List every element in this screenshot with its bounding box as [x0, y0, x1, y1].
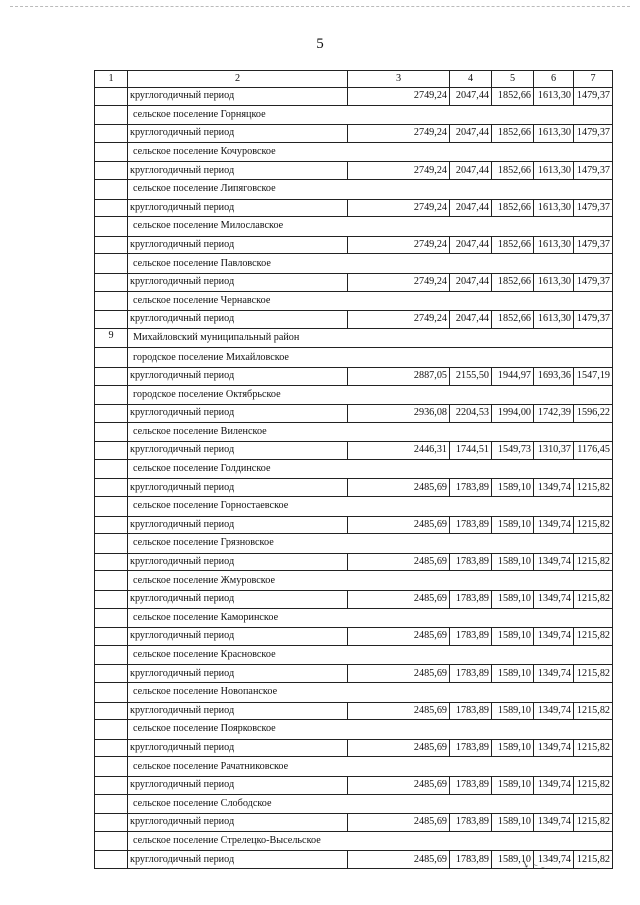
tariff-value-cell: 1852,66	[492, 199, 534, 217]
table-row-period	[95, 199, 613, 217]
index-cell	[95, 776, 128, 794]
table-row-period	[95, 516, 613, 534]
tariff-value-cell: 1349,74	[534, 553, 574, 571]
district-name: Михайловский муниципальный район	[128, 328, 613, 348]
tariff-value-cell: 2446,31	[348, 442, 450, 460]
tariff-value-cell: 1783,89	[450, 776, 492, 794]
tariff-value-cell: 1783,89	[450, 553, 492, 571]
period-label: круглогодичный период	[128, 516, 348, 534]
tariff-value-cell: 1596,22	[574, 405, 613, 423]
table-row-period	[95, 367, 613, 385]
index-cell	[95, 628, 128, 646]
tariff-value-cell: 1783,89	[450, 851, 492, 869]
tariff-value-cell: 1479,37	[574, 236, 613, 254]
tariff-value-cell: 1349,74	[534, 628, 574, 646]
column-header: 1	[95, 71, 128, 88]
tariff-value-cell: 2749,24	[348, 162, 450, 180]
tariff-value-cell: 1176,45	[574, 442, 613, 460]
tariff-value-cell: 1215,82	[574, 479, 613, 497]
tariff-value-cell: 2485,69	[348, 739, 450, 757]
period-label: круглогодичный период	[128, 162, 348, 180]
index-cell	[95, 608, 128, 628]
tariff-value-cell: 1349,74	[534, 702, 574, 720]
index-cell	[95, 553, 128, 571]
tariff-value-cell: 1479,37	[574, 162, 613, 180]
table-row-period	[95, 405, 613, 423]
tariff-value-cell: 1589,10	[492, 702, 534, 720]
table-header-row	[95, 71, 613, 88]
tariff-value-cell: 2887,05	[348, 367, 450, 385]
index-cell	[95, 702, 128, 720]
tariff-value-cell: 1215,82	[574, 851, 613, 869]
table-row-settlement	[95, 831, 613, 851]
index-cell	[95, 814, 128, 832]
index-cell	[95, 591, 128, 609]
tariff-value-cell: 1613,30	[534, 199, 574, 217]
settlement-name: сельское поселение Виленское	[128, 422, 613, 442]
index-cell	[95, 683, 128, 703]
column-header: 4	[450, 71, 492, 88]
index-cell	[95, 516, 128, 534]
tariff-value-cell: 1742,39	[534, 405, 574, 423]
tariff-value-cell: 1783,89	[450, 739, 492, 757]
tariff-value-cell: 1479,37	[574, 88, 613, 106]
table-body	[95, 71, 613, 869]
index-cell	[95, 479, 128, 497]
index-cell	[95, 273, 128, 291]
settlement-name: сельское поселение Кочуровское	[128, 142, 613, 162]
tariff-value-cell: 1852,66	[492, 311, 534, 329]
index-cell	[95, 199, 128, 217]
tariff-value-cell: 1310,37	[534, 442, 574, 460]
table-row-period	[95, 311, 613, 329]
settlement-name: сельское поселение Липяговское	[128, 179, 613, 199]
tariff-value-cell: 1589,10	[492, 776, 534, 794]
tariff-value-cell: 2485,69	[348, 702, 450, 720]
tariff-value-cell: 1783,89	[450, 814, 492, 832]
column-header: 6	[534, 71, 574, 88]
tariff-value-cell: 1349,74	[534, 851, 574, 869]
tariff-value-cell: 1783,89	[450, 702, 492, 720]
index-cell	[95, 739, 128, 757]
index-cell	[95, 534, 128, 554]
tariff-value-cell: 2047,44	[450, 199, 492, 217]
tariff-value-cell: 1547,19	[574, 367, 613, 385]
tariff-value-cell: 2485,69	[348, 479, 450, 497]
index-cell	[95, 665, 128, 683]
table-row-settlement	[95, 291, 613, 311]
tariff-value-cell: 2749,24	[348, 236, 450, 254]
table-row-settlement	[95, 608, 613, 628]
period-label: круглогодичный период	[128, 665, 348, 683]
index-cell	[95, 217, 128, 237]
table-row-settlement	[95, 720, 613, 740]
period-label: круглогодичный период	[128, 702, 348, 720]
tariff-value-cell: 2485,69	[348, 665, 450, 683]
tariff-value-cell: 1783,89	[450, 479, 492, 497]
tariff-value-cell: 1479,37	[574, 273, 613, 291]
tariff-value-cell: 1589,10	[492, 628, 534, 646]
settlement-name: сельское поселение Чернавское	[128, 291, 613, 311]
tariff-value-cell: 1349,74	[534, 665, 574, 683]
tariff-value-cell: 1589,10	[492, 851, 534, 869]
tariff-value-cell: 2047,44	[450, 162, 492, 180]
tariff-value-cell: 1215,82	[574, 702, 613, 720]
tariff-value-cell: 1215,82	[574, 776, 613, 794]
tariff-value-cell: 1852,66	[492, 273, 534, 291]
table-row-settlement	[95, 254, 613, 274]
tariff-value-cell: 2204,53	[450, 405, 492, 423]
table-row-period	[95, 553, 613, 571]
tariff-value-cell: 1744,51	[450, 442, 492, 460]
tariff-value-cell: 1349,74	[534, 591, 574, 609]
table-row-settlement	[95, 179, 613, 199]
index-cell	[95, 571, 128, 591]
table-row-period	[95, 162, 613, 180]
index-cell	[95, 236, 128, 254]
table-row-period	[95, 442, 613, 460]
tariff-value-cell: 1215,82	[574, 628, 613, 646]
index-cell	[95, 162, 128, 180]
tariff-value-cell: 2749,24	[348, 311, 450, 329]
page-number: 5	[316, 36, 324, 52]
tariff-value-cell: 1852,66	[492, 88, 534, 106]
table-row-settlement	[95, 348, 613, 368]
index-cell	[95, 88, 128, 106]
table-row-period	[95, 88, 613, 106]
column-header: 3	[348, 71, 450, 88]
tariff-value-cell: 1613,30	[534, 125, 574, 143]
tariff-value-cell: 2155,50	[450, 367, 492, 385]
table-row-settlement	[95, 683, 613, 703]
tariff-value-cell: 1589,10	[492, 479, 534, 497]
tariff-value-cell: 2047,44	[450, 125, 492, 143]
settlement-name: сельское поселение Грязновское	[128, 534, 613, 554]
period-label: круглогодичный период	[128, 479, 348, 497]
index-cell	[95, 254, 128, 274]
table-row-settlement	[95, 142, 613, 162]
tariff-value-cell: 2047,44	[450, 236, 492, 254]
table-row-period	[95, 125, 613, 143]
tariff-value-cell: 1549,73	[492, 442, 534, 460]
index-cell	[95, 851, 128, 869]
period-label: круглогодичный период	[128, 739, 348, 757]
tariff-value-cell: 1215,82	[574, 665, 613, 683]
settlement-name: сельское поселение Слободское	[128, 794, 613, 814]
tariff-value-cell: 1479,37	[574, 125, 613, 143]
period-label: круглогодичный период	[128, 125, 348, 143]
period-label: круглогодичный период	[128, 88, 348, 106]
index-cell	[95, 497, 128, 517]
table-row-settlement	[95, 497, 613, 517]
column-header: 5	[492, 71, 534, 88]
index-cell	[95, 405, 128, 423]
column-header: 2	[128, 71, 348, 88]
settlement-name: сельское поселение Рачатниковское	[128, 757, 613, 777]
handwritten-mark: ↘ ⁻ ⁻	[518, 857, 548, 877]
index-cell	[95, 367, 128, 385]
tariff-value-cell: 1215,82	[574, 591, 613, 609]
table-row-period	[95, 776, 613, 794]
index-cell	[95, 125, 128, 143]
table-row-settlement	[95, 571, 613, 591]
table-row-district	[95, 328, 613, 348]
index-cell: 9	[95, 328, 128, 348]
index-cell	[95, 831, 128, 851]
tariff-value-cell: 1589,10	[492, 553, 534, 571]
tariff-value-cell: 2749,24	[348, 199, 450, 217]
settlement-name: сельское поселение Поярковское	[128, 720, 613, 740]
tariff-value-cell: 1783,89	[450, 628, 492, 646]
tariff-value-cell: 1783,89	[450, 591, 492, 609]
period-label: круглогодичный период	[128, 273, 348, 291]
table-row-settlement	[95, 385, 613, 405]
period-label: круглогодичный период	[128, 628, 348, 646]
table-row-period	[95, 479, 613, 497]
tariff-value-cell: 2936,08	[348, 405, 450, 423]
tariff-value-cell: 1944,97	[492, 367, 534, 385]
tariff-value-cell: 2485,69	[348, 591, 450, 609]
index-cell	[95, 794, 128, 814]
period-label: круглогодичный период	[128, 236, 348, 254]
tariff-value-cell: 1613,30	[534, 273, 574, 291]
tariff-value-cell: 1613,30	[534, 88, 574, 106]
index-cell	[95, 142, 128, 162]
tariff-value-cell: 1215,82	[574, 553, 613, 571]
tariff-value-cell: 1349,74	[534, 739, 574, 757]
table-row-period	[95, 236, 613, 254]
period-label: круглогодичный период	[128, 851, 348, 869]
tariff-value-cell: 1589,10	[492, 516, 534, 534]
period-label: круглогодичный период	[128, 814, 348, 832]
period-label: круглогодичный период	[128, 591, 348, 609]
index-cell	[95, 291, 128, 311]
tariff-value-cell: 1589,10	[492, 665, 534, 683]
tariff-value-cell: 1613,30	[534, 162, 574, 180]
tariff-value-cell: 1349,74	[534, 776, 574, 794]
table-row-settlement	[95, 459, 613, 479]
tariff-value-cell: 2485,69	[348, 516, 450, 534]
table-row-period	[95, 628, 613, 646]
index-cell	[95, 385, 128, 405]
settlement-name: городское поселение Октябрьское	[128, 385, 613, 405]
settlement-name: сельское поселение Павловское	[128, 254, 613, 274]
table-row-period	[95, 702, 613, 720]
table-row-settlement	[95, 794, 613, 814]
table-row-settlement	[95, 105, 613, 125]
settlement-name: сельское поселение Жмуровское	[128, 571, 613, 591]
column-header: 7	[574, 71, 613, 88]
tariff-value-cell: 2749,24	[348, 273, 450, 291]
tariff-value-cell: 2047,44	[450, 273, 492, 291]
period-label: круглогодичный период	[128, 776, 348, 794]
tariff-value-cell: 1852,66	[492, 236, 534, 254]
table-row-period	[95, 739, 613, 757]
settlement-name: сельское поселение Новопанское	[128, 683, 613, 703]
settlement-name: сельское поселение Милославское	[128, 217, 613, 237]
index-cell	[95, 757, 128, 777]
settlement-name: сельское поселение Голдинское	[128, 459, 613, 479]
period-label: круглогодичный период	[128, 553, 348, 571]
tariff-value-cell: 2047,44	[450, 88, 492, 106]
settlement-name: сельское поселение Каморинское	[128, 608, 613, 628]
table-row-period	[95, 814, 613, 832]
table-row-settlement	[95, 422, 613, 442]
index-cell	[95, 645, 128, 665]
period-label: круглогодичный период	[128, 367, 348, 385]
scan-top-rule	[10, 6, 630, 7]
index-cell	[95, 422, 128, 442]
tariff-value-cell: 1852,66	[492, 125, 534, 143]
table-row-period	[95, 591, 613, 609]
tariff-value-cell: 2485,69	[348, 628, 450, 646]
tariff-value-cell: 1215,82	[574, 814, 613, 832]
tariff-value-cell: 1479,37	[574, 311, 613, 329]
settlement-name: сельское поселение Красновское	[128, 645, 613, 665]
tariff-value-cell: 1994,00	[492, 405, 534, 423]
index-cell	[95, 348, 128, 368]
index-cell	[95, 720, 128, 740]
tariff-value-cell: 1349,74	[534, 516, 574, 534]
tariff-value-cell: 1215,82	[574, 516, 613, 534]
tariff-value-cell: 1479,37	[574, 199, 613, 217]
tariff-value-cell: 1693,36	[534, 367, 574, 385]
table-row-settlement	[95, 534, 613, 554]
tariff-value-cell: 1783,89	[450, 516, 492, 534]
tariff-value-cell: 1589,10	[492, 591, 534, 609]
tariff-value-cell: 2485,69	[348, 776, 450, 794]
tariff-value-cell: 1613,30	[534, 236, 574, 254]
index-cell	[95, 179, 128, 199]
tariff-value-cell: 1852,66	[492, 162, 534, 180]
index-cell	[95, 459, 128, 479]
table-row-period	[95, 273, 613, 291]
tariff-value-cell: 2749,24	[348, 88, 450, 106]
settlement-name: сельское поселение Горняцкое	[128, 105, 613, 125]
settlement-name: городское поселение Михайловское	[128, 348, 613, 368]
table-row-period	[95, 665, 613, 683]
period-label: круглогодичный период	[128, 405, 348, 423]
tariff-value-cell: 1613,30	[534, 311, 574, 329]
settlement-name: сельское поселение Стрелецко-Высельское	[128, 831, 613, 851]
tariff-value-cell: 1783,89	[450, 665, 492, 683]
index-cell	[95, 442, 128, 460]
period-label: круглогодичный период	[128, 442, 348, 460]
tariff-value-cell: 1349,74	[534, 814, 574, 832]
tariff-value-cell: 1589,10	[492, 739, 534, 757]
tariff-table	[94, 70, 613, 869]
tariff-value-cell: 2485,69	[348, 553, 450, 571]
period-label: круглогодичный период	[128, 311, 348, 329]
tariff-value-cell: 1589,10	[492, 814, 534, 832]
settlement-name: сельское поселение Горностаевское	[128, 497, 613, 517]
index-cell	[95, 105, 128, 125]
tariff-value-cell: 2047,44	[450, 311, 492, 329]
table-row-settlement	[95, 757, 613, 777]
period-label: круглогодичный период	[128, 199, 348, 217]
tariff-value-cell: 2749,24	[348, 125, 450, 143]
tariff-value-cell: 2485,69	[348, 851, 450, 869]
tariff-value-cell: 2485,69	[348, 814, 450, 832]
tariff-value-cell: 1215,82	[574, 739, 613, 757]
table-row-settlement	[95, 645, 613, 665]
tariff-value-cell: 1349,74	[534, 479, 574, 497]
table-row-settlement	[95, 217, 613, 237]
index-cell	[95, 311, 128, 329]
